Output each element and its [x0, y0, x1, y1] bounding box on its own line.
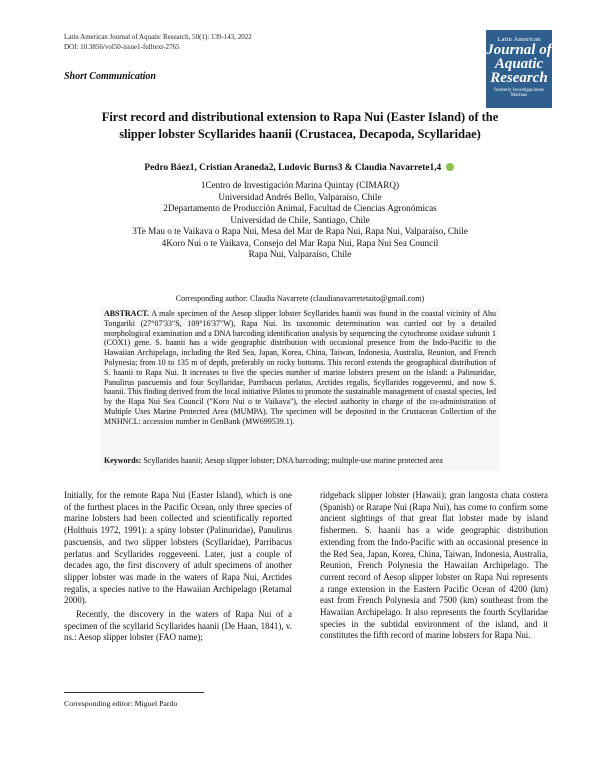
- journal-citation: Latin American Journal of Aquatic Research, 50(1): 139-143, 2022: [64, 33, 252, 41]
- keywords-text: Scyllarides haanii; Aesop slipper lobster; DNA barcoding; multiple-use marine protected area: [143, 456, 443, 465]
- article-title: First record and distributional extension to Rapa Nui (Easter Island) of the slipper lobster Scyllarides haanii (Crustacea, Decapoda, Scyllaridae): [101, 110, 499, 141]
- journal-logo: [486, 30, 552, 108]
- footnote-divider: [64, 692, 204, 693]
- keywords: [104, 456, 496, 465]
- affiliation-line: 2Departamento de Producción Animal, Facultad de Ciencias Agronómicas: [163, 203, 437, 213]
- abstract: [104, 309, 496, 427]
- orcid-icon[interactable]: [446, 163, 454, 171]
- affiliation-line: Universidad Andrés Bello, Valparaíso, Chile: [218, 191, 382, 202]
- affiliation-line: 3Te Mau o te Vaikava o Rapa Nui, Mesa del Mar de Rapa Nui, Rapa Nui, Valparaíso, Chile: [132, 226, 468, 236]
- logo-sub-text: formerly Investigaciones Marinas: [494, 88, 544, 98]
- paragraph: ridgeback slipper lobster (Hawaii); gran langosta chata costera (Spanish) or Rarape Nui (Rapa Nui), has come to confirm some ancient sightings of that great flat lobster made by island fishermen. S. haanii has a wide geographic distribution extending from the Indo-Pacific with an occasional presence in the Red Sea, Japan, Korea, China, Taiwan, Indonesia, Australia, Reunion, French Polynesia the Hawaiian Archipelago. The current record of Aesop slipper lobster on Rapa Nui represents a range extension in the Eastern Pacific Ocean of 4200 (km) east from French Polynesia and 7500 (km) southeast from the Hawaiian Archipelago. It also represents the fourth Scyllaridae species in the subtidal environment of the island, and it constitutes the fifth record of marine lobsters for Rapa Nui.: [320, 490, 548, 641]
- author-list: [64, 163, 536, 173]
- keywords-label: Keywords:: [104, 456, 142, 465]
- affiliations: [100, 180, 500, 261]
- affiliation-line: 1Centro de Investigación Marina Quintay (CIMARQ): [200, 180, 400, 190]
- authors-text: Pedro Báez1, Cristian Araneda2, Ludovic Burns3 & Claudia Navarrete1,4: [144, 163, 442, 173]
- section-label: Short Communication: [64, 71, 156, 82]
- corresponding-author: Corresponding author: Claudia Navarrete (claudianavarretetaito@gmail.com): [175, 294, 425, 303]
- paragraph: Initially, for the remote Rapa Nui (Easter Island), which is one of the furthest places in the Pacific Ocean, only three species of marine lobsters had been collected and scientifically reported (Holthuis 1972, 1991): a spiny lobster (Palinuridae), Panulirus pascuensis, and two slipper lobsters (Scyllaridae), Parribacus perlatus and Scyllarides roggeveeni. Later, just a couple of decades ago, the first discovery of adult specimens of another slipper lobster was made in the waters of Rapa Nui, Arctides regalis, a species native to the Hawaiian Archipelago (Retamal 2000).: [64, 490, 292, 606]
- affiliation-line: Rapa Nui, Valparaíso, Chile: [248, 249, 352, 259]
- body-right-column: [320, 490, 548, 642]
- affiliation-line: 4Koro Nui o te Vaikava, Consejo del Mar Rapa Nui, Rapa Nui Sea Council: [161, 237, 439, 248]
- abstract-label: ABSTRACT.: [104, 309, 149, 318]
- logo-top-text: Latin American: [497, 36, 541, 43]
- footnote: Corresponding editor: Miguel Pardo: [64, 699, 178, 708]
- body-left-column: [64, 490, 292, 644]
- logo-main-text: Journal of Aquatic Research: [486, 42, 552, 86]
- doi[interactable]: DOI: 10.3856/vol50-issue1-fulltext-2765: [64, 42, 180, 51]
- paragraph: Recently, the discovery in the waters of Rapa Nui of a specimen of the scyllarid Scyllarides haanii (De Haan, 1841), v. ns.: Aesop slipper lobster (FAO name);: [64, 609, 292, 643]
- affiliation-line: Universidad de Chile, Santiago, Chile: [230, 214, 370, 225]
- abstract-text: A male specimen of the Aesop slipper lobster Scyllarides haanii was found in the coastal vicinity of Ahu Tongariki (27°07'33"S, 109°16'37"W), Rapa Nui. Its taxonomic determination was carried out by a detailed morphological examination and a DNA barcoding identification analysis by sequencing the cytochrome oxidase subunit 1 (COX1) gene. S. haanii has a wide geographic distribution with occasional presence from the Indo-Pacific to the Hawaiian Archipelago, including the Red Sea, Japan, Korea, China, Taiwan, Indonesia, Australia, Reunion, and French Polynesia; from 10 to 135 m of depth, preferably on rocky bottoms. This record extends the geographical distribution of S. haanii to Rapa Nui. It increases to five the species number of marine lobsters present on the island: a Palinuridae, Panulirus pascuensis and four Scyllaridae, Parribacus perlatus, Arctides regalis, Scyllarides roggeveenni, and now S. haanii. This finding derived from the local initiative Pilotos to promote the sustainable management of coastal species, led by the Rapa Nui Sea Council ("Koro Nui o te Vaikava"), the elected authority in charge of the co-administration of Multiple Uses Marine Protected Area (MUMPA). The specimen will be deposited in the Crustacean Collection of the MNHNCL: accession number in GenBank (MW699539.1).: [104, 309, 496, 426]
- journal-reference: [64, 33, 252, 52]
